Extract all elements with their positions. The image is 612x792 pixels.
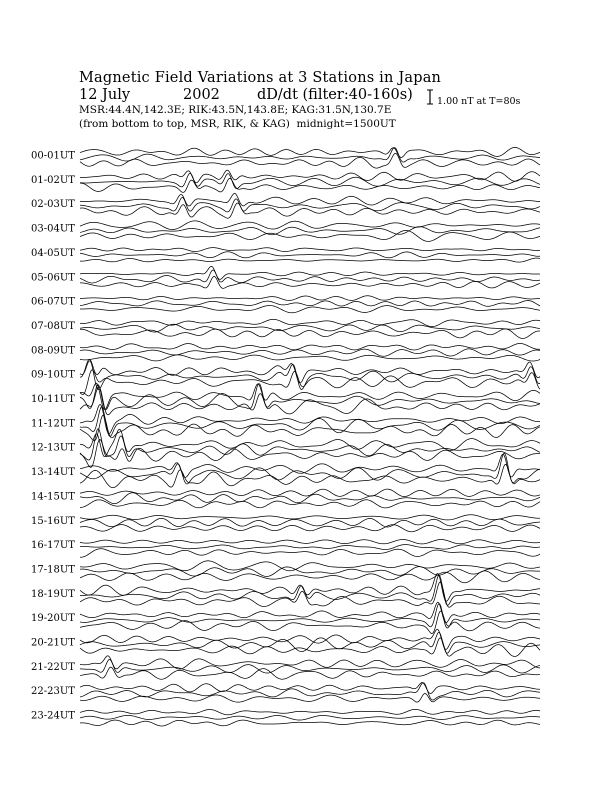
hour-label: 01-02UT (31, 174, 75, 186)
trace-rik (80, 361, 540, 390)
trace-kag (80, 147, 540, 157)
trace-msr (80, 178, 540, 192)
trace-rik (80, 493, 540, 504)
trace-msr (80, 439, 540, 467)
trace-rik (80, 715, 540, 720)
date-day: 12 July (79, 87, 131, 103)
trace-msr (80, 525, 540, 532)
hour-label: 09-10UT (31, 369, 75, 381)
trace-msr (80, 693, 540, 702)
quantity-filter: dD/dt (filter:40-160s) (257, 87, 413, 103)
trace-kag (80, 561, 540, 571)
trace-kag (80, 404, 540, 433)
hour-label: 02-03UT (31, 199, 75, 211)
trace-rik (80, 567, 540, 577)
trace-rik (80, 301, 540, 307)
hour-label: 05-06UT (31, 272, 75, 284)
trace-kag (80, 319, 540, 326)
trace-msr (80, 720, 540, 726)
scale-label: 1.00 nT at T=80s (437, 96, 521, 107)
hour-label: 15-16UT (31, 515, 75, 527)
trace-kag (80, 296, 540, 301)
trace-kag (80, 515, 540, 520)
trace-msr (80, 258, 540, 262)
hour-label: 08-09UT (31, 345, 75, 357)
trace-kag (80, 489, 540, 496)
hour-label: 13-14UT (31, 467, 75, 479)
traces (80, 147, 540, 726)
hour-label: 10-11UT (31, 394, 75, 405)
trace-kag (80, 429, 540, 456)
hour-label: 12-13UT (31, 442, 75, 454)
trace-kag (80, 656, 540, 669)
hour-label: 21-22UT (31, 661, 75, 673)
hour-label: 17-18UT (31, 564, 75, 576)
date-year: 2002 (183, 87, 220, 103)
trace-rik (80, 270, 540, 283)
hour-label: 14-15UT (31, 491, 75, 503)
trace-msr (80, 465, 540, 488)
hour-label: 20-21UT (31, 637, 75, 649)
trace-kag (80, 540, 540, 544)
trace-msr (80, 276, 540, 288)
trace-kag (80, 709, 540, 714)
trace-msr (80, 153, 540, 168)
hour-label: 06-07UT (31, 296, 75, 308)
trace-rik (80, 349, 540, 356)
hour-label: 03-04UT (31, 223, 75, 235)
midnight-note: midnight=1500UT (296, 118, 396, 130)
scale-bar (427, 90, 433, 104)
trace-msr (80, 549, 540, 557)
trace-rik (80, 252, 540, 258)
hour-label: 16-17UT (31, 540, 75, 552)
trace-msr (80, 667, 540, 679)
station-coordinates: MSR:44.4N,142.3E; RIK:43.5N,143.8E; KAG:31.5N,130.7E (79, 104, 392, 116)
trace-msr (80, 203, 540, 218)
chart-title: Magnetic Field Variations at 3 Stations in Japan (79, 70, 442, 86)
trace-kag (80, 248, 540, 252)
trace-rik (80, 545, 540, 550)
trace-rik (80, 148, 540, 162)
trace-msr (80, 500, 540, 508)
trace-msr (80, 355, 540, 361)
trace-rik (80, 518, 540, 527)
trace-kag (80, 221, 540, 230)
hour-label: 00-01UT (31, 150, 75, 162)
hour-label: 23-24UT (31, 710, 75, 722)
hour-label: 11-12UT (31, 418, 75, 430)
hour-label: 04-05UT (31, 247, 75, 259)
trace-msr (80, 306, 540, 313)
order-note: (from bottom to top, MSR, RIK, & KAG) (79, 118, 290, 130)
hour-labels (31, 151, 75, 722)
hour-label: 07-08UT (31, 320, 75, 332)
trace-msr (80, 638, 540, 657)
trace-rik (80, 227, 540, 235)
hour-label: 18-19UT (31, 588, 75, 600)
trace-msr (80, 611, 540, 633)
hour-label: 19-20UT (31, 613, 75, 625)
trace-kag (80, 193, 540, 206)
trace-rik (80, 429, 540, 460)
trace-kag (80, 683, 540, 694)
hour-label: 22-23UT (31, 686, 75, 698)
trace-kag (80, 170, 540, 183)
